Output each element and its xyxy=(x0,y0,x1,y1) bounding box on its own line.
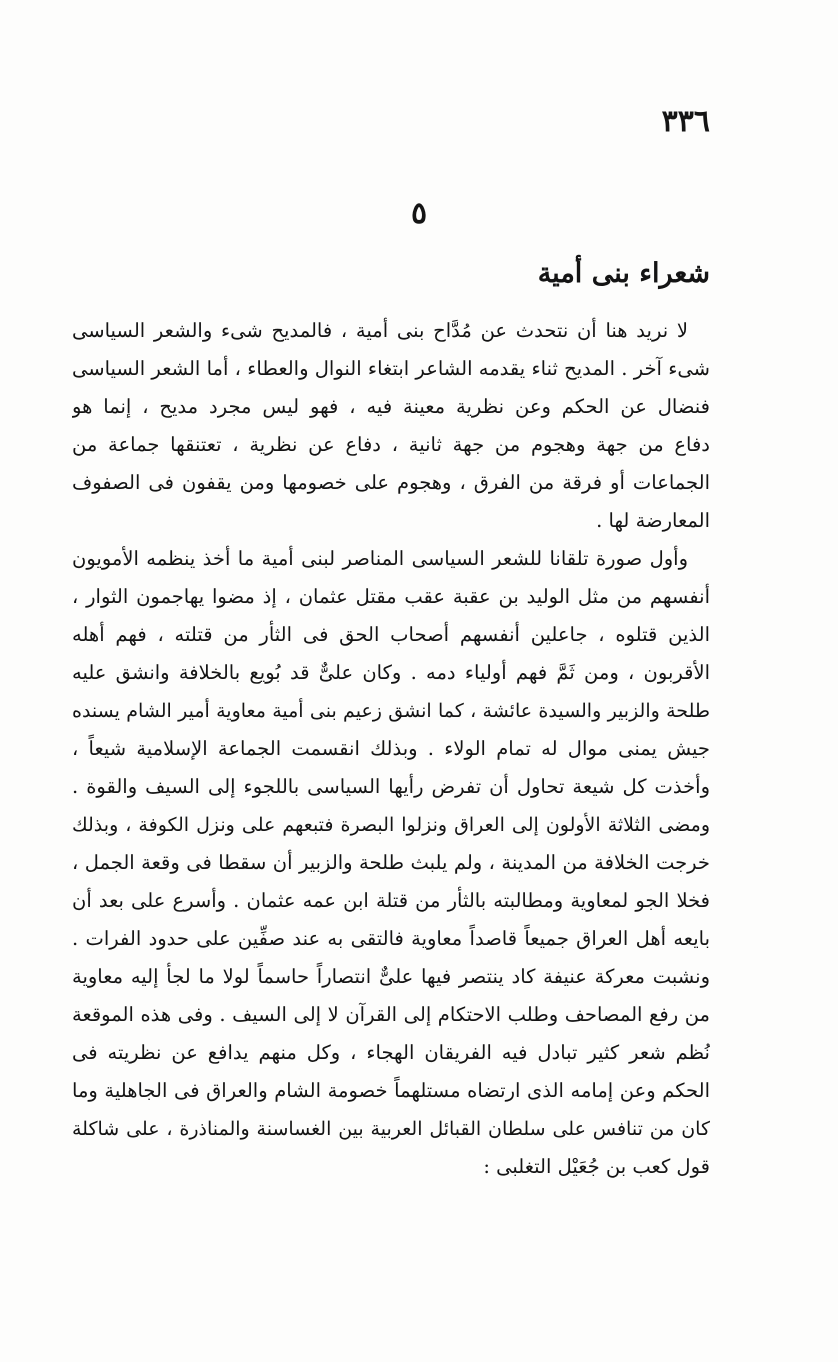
text-line: فخلا الجو لمعاوية ومطالبته بالثأر من قتلة ابن عمه عثمان . وأسرع على بعد أن xyxy=(72,889,710,912)
text-line: كان من تنافس على سلطان القبائل العربية بين الغساسنة والمناذرة ، على شاكلة xyxy=(72,1118,710,1140)
body-text xyxy=(72,312,710,1186)
text-line: ونشبت معركة عنيفة كاد ينتصر فيها علىٌّ انتصاراً حاسماً لولا ما لجأ إليه معاوية xyxy=(72,965,710,988)
text-line: طلحة والزبير والسيدة عائشة ، كما انشق زعيم بنى أمية معاوية أمير الشام يسنده xyxy=(72,700,710,722)
paragraph-1 xyxy=(72,312,710,540)
page-number: ٣٣٦ xyxy=(661,104,710,139)
section-number: ٥ xyxy=(410,196,428,231)
text-line: الحكم وعن إمامه الذى ارتضاه مستلهماً خصومة الشام والعراق فى الجاهلية وما xyxy=(72,1079,710,1102)
text-line: بايعه أهل العراق جميعاً قاصداً معاوية فالتقى به عند صفِّين على حدود الفرات . xyxy=(72,927,710,950)
text-line: ومضى الثلاثة الأولون إلى العراق ونزلوا البصرة فتبعهم على ونزل الكوفة ، وبذلك xyxy=(72,814,710,836)
text-line: نُظم شعر كثير تبادل فيه الفريقان الهجاء ، وكل منهم يدافع عن نظريته فى xyxy=(72,1041,710,1064)
text-line: جيش يمنى موال له تمام الولاء . وبذلك انقسمت الجماعة الإسلامية شيعاً ، xyxy=(72,737,710,760)
text-line: الذين قتلوه ، جاعلين أنفسهم أصحاب الحق فى الثأر من قتلته ، فهم أهله xyxy=(72,623,710,646)
text-line: لا نريد هنا أن نتحدث عن مُدَّاح بنى أمية ، فالمديح شىء والشعر السياسى xyxy=(72,319,688,342)
text-line: وأخذت كل شيعة تحاول أن تفرض رأيها السياسى باللجوء إلى السيف والقوة . xyxy=(72,775,710,798)
text-line: شىء آخر . المديح ثناء يقدمه الشاعر ابتغاء النوال والعطاء ، أما الشعر السياسى xyxy=(72,357,710,380)
text-line: الجماعات أو فرقة من الفرق ، وهجوم على خصومها ومن يقفون فى الصفوف xyxy=(72,471,710,494)
text-line: دفاع من جهة وهجوم من جهة ثانية ، دفاع عن نظرية ، تعتنقها جماعة من xyxy=(72,433,710,456)
text-line: من رفع المصاحف وطلب الاحتكام إلى القرآن لا إلى السيف . وفى هذه الموقعة xyxy=(72,1003,710,1026)
text-line: أنفسهم من مثل الوليد بن عقبة عقب مقتل عثمان ، إذ مضوا يهاجمون الثوار ، xyxy=(72,585,710,608)
text-line: الأقربون ، ومن ثَمَّ فهم أولياء دمه . وكان علىٌّ قد بُويع بالخلافة وانشق عليه xyxy=(72,661,710,684)
paragraph-2 xyxy=(72,540,710,1186)
text-line: قول كعب بن جُعَيْل التغلبى : xyxy=(483,1155,710,1178)
text-line: وأول صورة تلقانا للشعر السياسى المناصر لبنى أمية ما أخذ ينظمه الأمويون xyxy=(72,547,688,570)
text-line: خرجت الخلافة من المدينة ، ولم يلبث طلحة والزبير أن سقطا فى وقعة الجمل ، xyxy=(72,851,710,874)
text-line: فنضال عن الحكم وعن نظرية معينة فيه ، فهو ليس مجرد مديح ، إنما هو xyxy=(72,395,710,418)
chapter-title: شعراء بنى أمية xyxy=(537,258,710,289)
text-line: المعارضة لها . xyxy=(596,509,710,532)
